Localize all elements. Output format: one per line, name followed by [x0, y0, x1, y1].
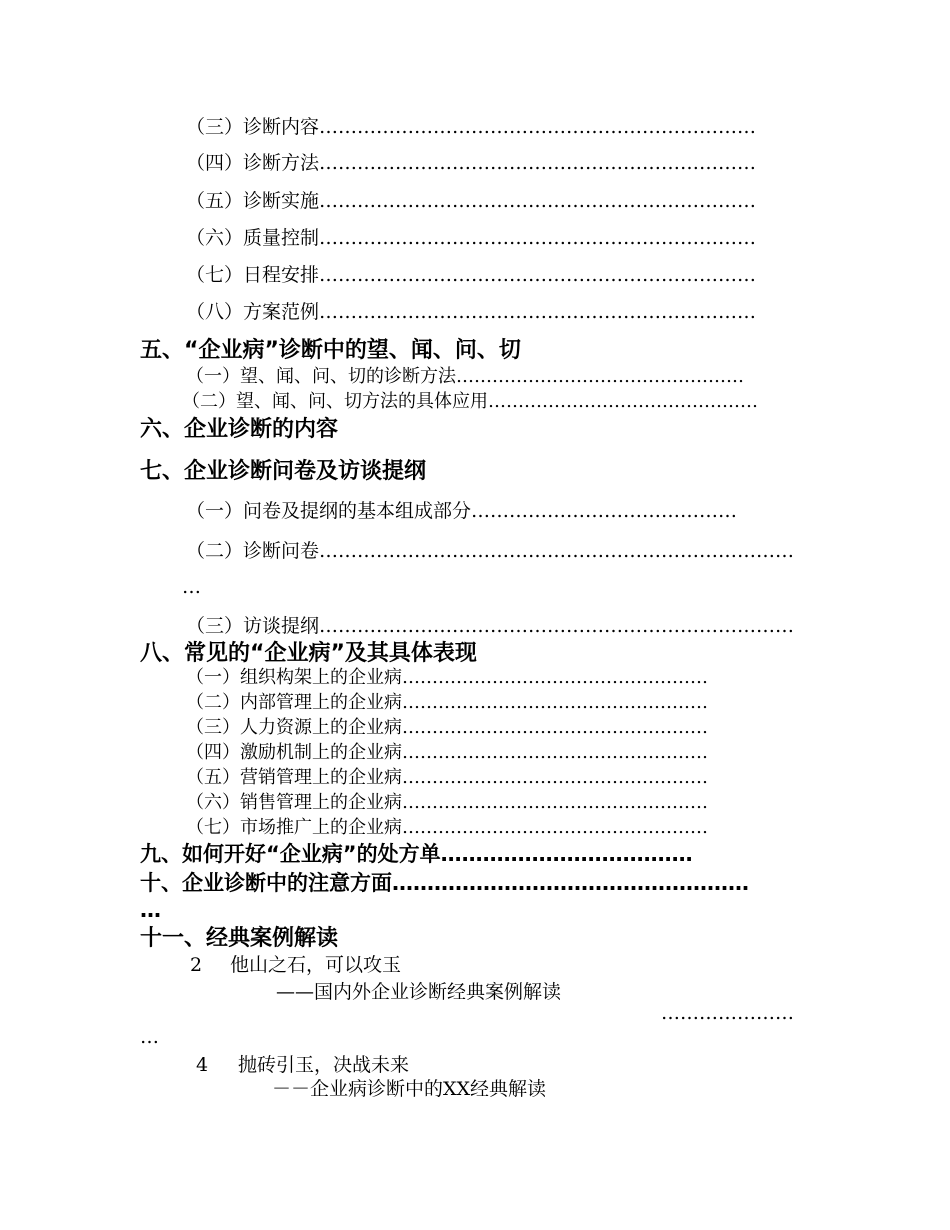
- toc-item-market-promotion[interactable]: [186, 819, 708, 837]
- toc-item-label: （五）营销管理上的企业病: [186, 767, 402, 788]
- toc-heading-section-11[interactable]: 十一、经典案例解读: [140, 926, 339, 951]
- toc-item-sales-management[interactable]: [186, 794, 708, 812]
- toc-dot-leader: ……………………………………………………………: [319, 152, 757, 174]
- toc-item-label: （六）质量控制: [186, 227, 320, 249]
- toc-heading-section-5[interactable]: 五、“企业病”诊断中的望、闻、问、切: [140, 338, 521, 363]
- case-1-subtitle: ——国内外企业诊断经典案例解读: [276, 981, 562, 1003]
- toc-heading-section-8[interactable]: 八、常见的“企业病”及其具体表现: [140, 641, 477, 666]
- toc-item-label: （五）诊断实施: [186, 190, 320, 212]
- toc-dot-leader: ……………………………………………………………: [319, 227, 757, 249]
- toc-dot-leader: ……………………………………………: [402, 792, 708, 813]
- toc-dot-leader: ……………………………………………: [402, 717, 708, 738]
- toc-item-org-structure[interactable]: [186, 669, 708, 687]
- toc-dot-leader: …………………: [661, 1002, 794, 1024]
- toc-item-four-diagnosis-methods[interactable]: [186, 368, 744, 386]
- toc-heading-label: 九、如何开好“企业病”的处方单: [140, 842, 441, 866]
- toc-item-plan-example[interactable]: [186, 303, 756, 322]
- toc-item-quality-control[interactable]: [186, 229, 756, 248]
- toc-item-label: （六）销售管理上的企业病: [186, 792, 402, 813]
- case-2-title[interactable]: 抛砖引玉，决战未来: [238, 1054, 410, 1076]
- toc-item-label: （三）访谈提纲: [186, 615, 320, 637]
- toc-item-diagnosis-questionnaire[interactable]: [186, 542, 794, 561]
- toc-item-internal-management[interactable]: [186, 694, 708, 712]
- toc-item-interview-outline[interactable]: [186, 617, 794, 636]
- toc-dot-leader: ……………………………………………: [402, 667, 708, 688]
- toc-item-schedule[interactable]: [186, 266, 756, 285]
- toc-item-questionnaire-components[interactable]: [186, 502, 737, 521]
- toc-dot-leader-wrap: …: [140, 1026, 159, 1048]
- toc-dot-leader: ……………………………………………: [402, 742, 708, 763]
- toc-heading-section-6[interactable]: 六、企业诊断的内容: [140, 417, 339, 442]
- toc-item-human-resources[interactable]: [186, 719, 708, 737]
- toc-item-label: （二）诊断问卷: [186, 540, 320, 562]
- toc-item-incentive-mechanism[interactable]: [186, 744, 708, 762]
- toc-item-label: （一）组织构架上的企业病: [186, 667, 402, 688]
- toc-dot-leader-wrap: …: [182, 576, 201, 598]
- toc-dot-leader-wrap: …: [140, 898, 161, 922]
- toc-dot-leader: ……………………………………………: [402, 767, 708, 788]
- toc-item-label: （四）诊断方法: [186, 152, 320, 174]
- toc-item-label: （四）激励机制上的企业病: [186, 742, 402, 763]
- toc-item-label: （一）望、闻、问、切的诊断方法: [186, 366, 456, 387]
- toc-item-diagnosis-method[interactable]: [186, 154, 756, 173]
- toc-item-label: （二）内部管理上的企业病: [186, 692, 402, 713]
- toc-item-label: （七）市场推广上的企业病: [186, 817, 402, 838]
- toc-dot-leader: ……………………………………………: [402, 817, 708, 838]
- toc-item-label: （一）问卷及提纲的基本组成部分: [186, 500, 472, 522]
- toc-dot-leader: ……………………………………………: [392, 871, 749, 895]
- toc-item-label: （三）诊断内容: [186, 116, 320, 138]
- toc-item-four-methods-application[interactable]: [182, 393, 758, 411]
- toc-dot-leader: …………………………………………………………………: [319, 615, 795, 637]
- toc-item-label: （二）望、闻、问、切方法的具体应用: [182, 391, 488, 412]
- toc-item-label: （七）日程安排: [186, 264, 320, 286]
- case-1-title[interactable]: 他山之石，可以攻玉: [230, 954, 402, 976]
- toc-heading-section-7[interactable]: 七、企业诊断问卷及访谈提纲: [140, 459, 427, 484]
- toc-dot-leader: ……………………………………………………………: [319, 301, 757, 323]
- toc-item-label: （三）人力资源上的企业病: [186, 717, 402, 738]
- case-2-subtitle: －－企业病诊断中的XX经典解读: [272, 1078, 547, 1100]
- toc-dot-leader: …………………………………………………………………: [319, 540, 795, 562]
- toc-heading-label: 十、企业诊断中的注意方面: [140, 871, 392, 895]
- toc-dot-leader: ……………………………………………: [402, 692, 708, 713]
- toc-dot-leader: ……………………………………………………………: [319, 190, 757, 212]
- toc-heading-section-9[interactable]: [140, 844, 693, 865]
- toc-item-diagnosis-content[interactable]: [186, 118, 756, 137]
- case-2-number: 4: [196, 1054, 209, 1076]
- toc-dot-leader: …………………………………………: [456, 366, 744, 387]
- toc-heading-section-10[interactable]: [140, 873, 749, 894]
- toc-dot-leader: ……………………………………………………………: [319, 116, 757, 138]
- toc-dot-leader: ………………………………: [440, 842, 693, 866]
- toc-dot-leader: ……………………………………………………………: [319, 264, 757, 286]
- toc-item-diagnosis-implementation[interactable]: [186, 192, 756, 211]
- toc-dot-leader: ………………………………………: [488, 391, 758, 412]
- toc-dot-leader: ……………………………………: [471, 500, 738, 522]
- toc-item-marketing-management[interactable]: [186, 769, 708, 787]
- case-1-number: 2: [190, 954, 203, 976]
- toc-item-label: （八）方案范例: [186, 301, 320, 323]
